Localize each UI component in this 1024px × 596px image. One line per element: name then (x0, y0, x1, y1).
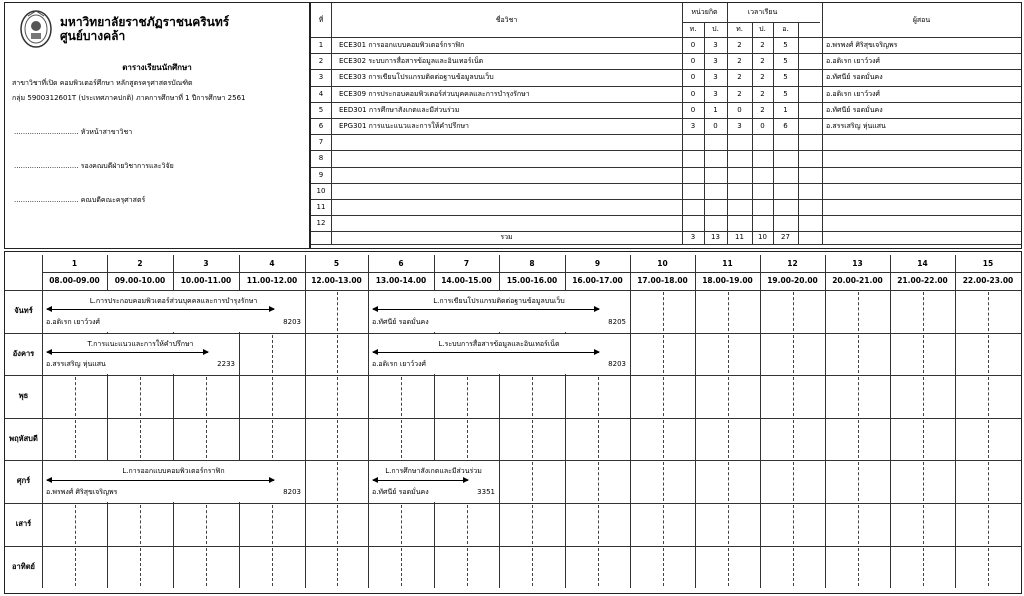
row-number: 4 (318, 89, 324, 98)
class-room: 8205 (608, 317, 626, 326)
credit-theory: 0 (690, 41, 696, 49)
half-hour-rule (728, 548, 729, 587)
half-hour-rule (728, 335, 729, 374)
row-number: 7 (318, 138, 324, 147)
half-hour-rule (663, 292, 664, 331)
half-hour-rule (793, 335, 794, 374)
half-hour-rule (663, 377, 664, 416)
half-hour-rule (793, 292, 794, 331)
col-credit-header: หน่วยกิต (691, 8, 718, 16)
university-name: มหาวิทยาลัยราชภัฏราชนครินทร์ (60, 15, 230, 29)
hours-theory: 0 (737, 105, 742, 114)
half-hour-rule (337, 377, 338, 416)
half-hour-rule (598, 548, 599, 587)
half-hour-rule (663, 335, 664, 374)
hours-self: 5 (783, 73, 788, 82)
time-span-arrow (47, 309, 274, 310)
half-hour-rule (401, 505, 402, 544)
row-number: 11 (316, 203, 326, 211)
half-hour-rule (272, 505, 273, 544)
half-hour-rule (467, 548, 468, 587)
half-hour-rule (923, 505, 924, 544)
half-hour-rule (532, 377, 533, 416)
table-rule (311, 150, 1021, 151)
class-block[interactable] (369, 334, 629, 375)
half-hour-rule (793, 377, 794, 416)
half-hour-rule (532, 505, 533, 544)
col-hours-header: เวลาเรียน (747, 8, 778, 16)
sub-header-t: ท. (689, 25, 697, 33)
day-label: พุธ (18, 391, 29, 401)
time-span-arrow (373, 309, 599, 310)
half-hour-rule (467, 377, 468, 416)
day-label: พฤหัสบดี (9, 433, 38, 443)
grid-rule (955, 255, 956, 588)
day-label: ศุกร์ (16, 476, 31, 486)
sub-header-t: ท. (736, 25, 743, 33)
credit-practice: 3 (713, 89, 718, 98)
half-hour-rule (858, 377, 859, 416)
hours-self: 5 (783, 89, 788, 98)
period-number: 5 (333, 259, 340, 268)
half-hour-rule (858, 505, 859, 544)
half-hour-rule (75, 505, 76, 544)
hours-practice: 2 (760, 41, 765, 49)
half-hour-rule (988, 505, 989, 544)
half-hour-rule (206, 548, 207, 587)
half-hour-rule (206, 377, 207, 416)
half-hour-rule (401, 377, 402, 416)
hours-theory: 2 (737, 89, 742, 98)
day-label: อาทิตย์ (12, 561, 35, 571)
class-teacher: อ.สรรเสริญ หุ่นแสน (46, 360, 106, 369)
hours-self: 5 (783, 41, 788, 49)
course-name: ECE301 การออกแบบคอมพิวเตอร์กราฟิก (339, 41, 465, 49)
class-block[interactable] (43, 334, 238, 375)
teacher-name: อ.อดิเรก เยาว์วงศ์ (826, 57, 880, 66)
credit-practice: 0 (713, 122, 718, 130)
course-name: ECE303 การเขียนโปรแกรมติดต่อฐานข้อมูลบนเว็บ (339, 73, 494, 82)
class-block[interactable] (43, 461, 304, 502)
teacher-name: อ.พรพงศ์ ศิริสุขเจริญพร (826, 41, 898, 49)
period-number: 1 (71, 259, 78, 268)
half-hour-rule (272, 548, 273, 587)
credit-practice: 3 (713, 73, 718, 82)
half-hour-rule (272, 420, 273, 459)
half-hour-rule (728, 292, 729, 331)
half-hour-rule (467, 505, 468, 544)
teacher-name: อ.ทัศนีย์ รอดมั่นคง (826, 73, 883, 82)
class-block[interactable] (369, 461, 498, 502)
sign-line-dean: ............................. คณบดีคณะครุศาสตร์ (14, 196, 146, 204)
period-time: 16.00-17.00 (572, 276, 623, 285)
hours-practice: 2 (760, 73, 765, 82)
half-hour-rule (988, 335, 989, 374)
grid-rule (5, 546, 1021, 547)
total-hours-theory: 11 (735, 233, 744, 242)
half-hour-rule (858, 420, 859, 459)
grid-rule (305, 255, 306, 588)
half-hour-rule (206, 505, 207, 544)
half-hour-rule (793, 462, 794, 501)
half-hour-rule (988, 420, 989, 459)
class-title: L.การเขียนโปรแกรมติดต่อฐานข้อมูลบนเว็บ (433, 297, 565, 305)
grid-rule (760, 255, 761, 588)
table-rule (311, 183, 1021, 184)
period-time: 13.00-14.00 (375, 276, 427, 285)
total-label: รวม (500, 233, 513, 242)
total-credit-practice: 13 (711, 233, 720, 242)
half-hour-rule (598, 377, 599, 416)
time-span-arrow (47, 352, 208, 353)
sub-header-p: ป. (712, 25, 719, 33)
period-number: 10 (657, 259, 668, 268)
class-title: L.การออกแบบคอมพิวเตอร์กราฟิก (122, 467, 225, 476)
credit-theory: 0 (690, 73, 696, 82)
teacher-name: อ.สรรเสริญ หุ่นแสน (826, 122, 886, 130)
hours-self: 1 (783, 105, 788, 114)
half-hour-rule (858, 335, 859, 374)
half-hour-rule (793, 420, 794, 459)
class-teacher: อ.อดิเรก เยาว์วงศ์ (46, 317, 100, 326)
credit-theory: 0 (690, 105, 696, 114)
credit-practice: 3 (713, 57, 718, 66)
period-number: 12 (787, 259, 798, 268)
period-time: 22.00-23.00 (962, 276, 1014, 285)
credit-practice: 3 (713, 41, 718, 49)
credit-theory: 3 (690, 122, 696, 130)
table-rule (311, 199, 1021, 200)
row-number: 2 (318, 57, 324, 66)
half-hour-rule (663, 462, 664, 501)
period-number: 8 (529, 259, 535, 268)
course-name: ECE309 การประกอบคอมพิวเตอร์ส่วนบุคคลและการบำรุงรักษา (339, 89, 530, 98)
half-hour-rule (793, 548, 794, 587)
day-label: อังคาร (12, 348, 35, 358)
period-time: 14.00-15.00 (441, 276, 492, 285)
period-time: 17.00-18.00 (637, 276, 688, 285)
table-rule (311, 244, 1021, 245)
half-hour-rule (337, 462, 338, 501)
credit-theory: 0 (690, 89, 696, 98)
half-hour-rule (532, 420, 533, 459)
period-time: 15.00-16.00 (506, 276, 558, 285)
half-hour-rule (75, 377, 76, 416)
period-number: 11 (722, 259, 733, 268)
class-room: 8203 (608, 360, 626, 369)
period-number: 13 (852, 259, 863, 268)
total-hours-self: 27 (781, 233, 790, 242)
period-time: 18.00-19.00 (702, 276, 753, 285)
period-number: 14 (917, 259, 928, 268)
hours-practice: 2 (760, 57, 765, 66)
course-name: ECE302 ระบบการสื่อสารข้อมูลและอินเทอร์เน็ต (339, 57, 484, 66)
row-number: 1 (318, 41, 324, 49)
row-number: 10 (316, 186, 326, 195)
time-span-arrow (373, 480, 468, 481)
half-hour-rule (923, 420, 924, 459)
period-time: 19.00-20.00 (767, 276, 818, 285)
half-hour-rule (75, 420, 76, 459)
half-hour-rule (75, 548, 76, 587)
row-number: 6 (318, 122, 324, 130)
period-number: 6 (398, 259, 404, 268)
class-block[interactable] (43, 291, 304, 332)
half-hour-rule (728, 462, 729, 501)
period-number: 4 (269, 259, 275, 268)
col-no-header: ที่ (318, 16, 324, 24)
period-number: 15 (982, 259, 994, 268)
credit-theory: 0 (690, 57, 696, 66)
row-number: 9 (318, 170, 324, 179)
half-hour-rule (598, 505, 599, 544)
row-number: 5 (318, 105, 324, 114)
campus-name: ศูนย์บางคล้า (60, 29, 126, 43)
hours-self: 5 (783, 57, 788, 66)
class-title: L.การประกอบคอมพิวเตอร์ส่วนบุคคลและการบำรุงรักษา (89, 297, 258, 305)
hours-theory: 2 (737, 57, 742, 66)
half-hour-rule (728, 377, 729, 416)
grid-rule (5, 418, 1021, 419)
col-name-header: ชื่อวิชา (495, 16, 518, 24)
period-time: 10.00-11.00 (180, 276, 232, 285)
half-hour-rule (337, 292, 338, 331)
half-hour-rule (988, 377, 989, 416)
half-hour-rule (923, 335, 924, 374)
hours-theory: 3 (737, 122, 742, 130)
hours-theory: 2 (737, 73, 742, 82)
sign-line-head: ............................. หัวหน้าสาขาวิชา (14, 128, 133, 136)
class-room: 2233 (217, 360, 235, 369)
period-number: 3 (203, 259, 209, 268)
half-hour-rule (923, 548, 924, 587)
table-rule (822, 3, 823, 244)
class-title: L.การศึกษาสังเกตและมีส่วนร่วม (385, 467, 482, 476)
class-block[interactable] (369, 291, 629, 332)
class-teacher: อ.อดิเรก เยาว์วงศ์ (372, 360, 426, 369)
half-hour-rule (988, 548, 989, 587)
half-hour-rule (728, 505, 729, 544)
period-number: 9 (594, 259, 601, 268)
teacher-name: อ.ทัศนีย์ รอดมั่นคง (826, 105, 883, 114)
row-number: 8 (318, 154, 324, 163)
sub-header-o: อ. (782, 25, 789, 33)
class-teacher: อ.ทัศนีย์ รอดมั่นคง (372, 317, 429, 326)
half-hour-rule (140, 548, 141, 587)
total-credit-theory: 3 (690, 233, 696, 242)
half-hour-rule (206, 420, 207, 459)
hours-practice: 2 (760, 89, 765, 98)
grid-rule (825, 255, 826, 588)
half-hour-rule (663, 505, 664, 544)
grid-rule (695, 255, 696, 588)
half-hour-rule (923, 377, 924, 416)
col-teacher-header: ผู้สอน (912, 16, 931, 24)
half-hour-rule (532, 548, 533, 587)
time-span-arrow (373, 352, 599, 353)
period-number: 7 (463, 259, 470, 268)
table-rule (798, 22, 799, 244)
sub-header-p: ป. (759, 25, 766, 33)
half-hour-rule (337, 548, 338, 587)
period-time: 09.00-10.00 (114, 276, 166, 285)
half-hour-rule (598, 420, 599, 459)
half-hour-rule (272, 377, 273, 416)
credit-practice: 1 (713, 105, 718, 114)
half-hour-rule (598, 462, 599, 501)
row-number: 3 (318, 73, 324, 82)
half-hour-rule (728, 420, 729, 459)
hours-theory: 2 (737, 41, 742, 49)
program-line: สาขาวิชาที่เปิด คอมพิวเตอร์ศึกษา หลักสูตรครุศาสตรบัณฑิต (12, 79, 193, 87)
table-rule (311, 134, 1021, 135)
half-hour-rule (337, 335, 338, 374)
sign-line-deputy: ............................. รองคณบดีฝ่ายวิชาการและวิจัย (14, 162, 174, 170)
table-rule (311, 167, 1021, 168)
period-time: 12.00-13.00 (311, 276, 362, 285)
half-hour-rule (401, 420, 402, 459)
class-teacher: อ.ทัศนีย์ รอดมั่นคง (372, 487, 429, 496)
half-hour-rule (858, 548, 859, 587)
period-time: 08.00-09.00 (49, 276, 100, 285)
half-hour-rule (988, 292, 989, 331)
hours-practice: 2 (760, 105, 765, 114)
teacher-name: อ.อดิเรก เยาว์วงศ์ (826, 89, 880, 98)
half-hour-rule (858, 462, 859, 501)
hours-self: 6 (783, 122, 788, 130)
grid-rule (5, 503, 1021, 504)
half-hour-rule (140, 377, 141, 416)
period-time: 20.00-21.00 (832, 276, 883, 285)
class-room: 3351 (477, 487, 495, 496)
course-name: EED301 การศึกษาสังเกตและมีส่วนร่วม (339, 105, 460, 114)
half-hour-rule (401, 548, 402, 587)
table-rule (331, 3, 332, 244)
course-name: EPG301 การแนะแนวและการให้คำปรึกษา (339, 122, 469, 130)
half-hour-rule (923, 292, 924, 331)
half-hour-rule (272, 335, 273, 374)
grid-rule (630, 255, 631, 588)
total-hours-practice: 10 (758, 233, 767, 242)
class-title: L.ระบบการสื่อสารข้อมูลและอินเทอร์เน็ต (438, 339, 560, 348)
day-label: จันทร์ (14, 306, 33, 315)
hours-practice: 0 (760, 122, 765, 130)
class-room: 8203 (283, 317, 301, 326)
university-seal-icon (18, 8, 54, 50)
half-hour-rule (793, 505, 794, 544)
class-teacher: อ.พรพงศ์ ศิริสุขเจริญพร (46, 487, 118, 496)
half-hour-rule (923, 462, 924, 501)
half-hour-rule (467, 420, 468, 459)
period-number: 2 (137, 259, 143, 268)
grid-rule (5, 375, 1021, 376)
group-line: กลุ่ม 5900312601T (ประเทศภาคปกติ) ภาคการศึกษาที่ 1 ปีการศึกษา 2561 (12, 94, 246, 102)
time-span-arrow (47, 480, 274, 481)
half-hour-rule (663, 420, 664, 459)
class-title: T.การแนะแนวและการให้คำปรึกษา (87, 339, 194, 348)
doc-title: ตารางเรียนนักศึกษา (122, 63, 192, 72)
half-hour-rule (858, 292, 859, 331)
half-hour-rule (140, 420, 141, 459)
row-number: 12 (316, 219, 326, 228)
half-hour-rule (663, 548, 664, 587)
grid-rule (890, 255, 891, 588)
half-hour-rule (988, 462, 989, 501)
half-hour-rule (337, 505, 338, 544)
period-time: 11.00-12.00 (246, 276, 298, 285)
half-hour-rule (532, 462, 533, 501)
table-rule (311, 215, 1021, 216)
half-hour-rule (140, 505, 141, 544)
class-room: 8203 (283, 487, 301, 496)
period-time: 21.00-22.00 (897, 276, 948, 285)
half-hour-rule (337, 420, 338, 459)
day-label: เสาร์ (15, 519, 32, 528)
